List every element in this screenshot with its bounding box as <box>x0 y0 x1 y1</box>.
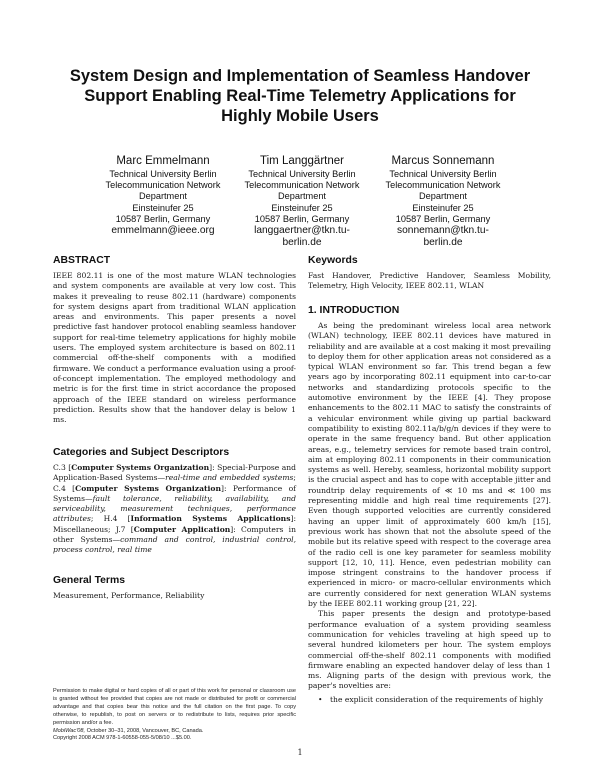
author-address: Einsteinufer 25 <box>271 202 333 213</box>
author-email[interactable]: emmelmann@ieee.org <box>111 225 215 237</box>
general-terms-heading: General Terms <box>53 575 125 586</box>
permission-text: Permission to make digital or hard copies of all or part of this work for personal or classroom use is granted without fee provided that copies are not made or distributed for profit or commercial advantage and that copies bear this notice and the full citation on the first page. To copy otherwise, to republish, to post on servers or to redistribute to lists, requires prior specific permission and/or a fee. <box>53 688 296 726</box>
novelty-text: the explicit consideration of the requirements of highly <box>330 694 544 704</box>
category-text: ]: Computers in other Systems— <box>53 524 297 545</box>
category-text: ]: Miscellaneous; J.7 [ <box>53 514 297 534</box>
paper-title <box>60 66 540 126</box>
keywords-section <box>308 254 551 292</box>
introduction-paragraph: As being the predominant wireless local area network (WLAN) technology, IEEE 802.11 devices have matured in reliability and are available at a cost making it most prevailing to deploy them for other application areas not considered as a typical WLAN environment so far. This trend began a few years ago by incorporating 802.11 equipment into car-to-car networks and standardizing protocols specific to the automotive environment by the IEEE [4]. They propose enhancements to the 802.11 MAC to satisfy the constraints of a vehicular environment while giving up partial backward compatibility to existing 802.11a/b/g/n devices if they were to operate in the same frequency band. But other application areas, e.g., telemetry services for remote based train control, aim at employing 802.11 components in their communication systems as well. Hereby, seamless, horizontal mobility support is the crucial aspect and has to cope with acceptable jitter and roundtrip delay requirements of ≪ 10 ms and ≪ 100 ms representing middle and high real time requirements [27]. Even though supported velocities are currently considered having an upper limit of approximately 600 km/h [15], previous work has shown that not the absolute speed of the mobile but its relative speed with respect to the coverage area of the radio cell is one key parameter for seamless mobility support [12, 10, 11]. Hence, even pedestrian mobility can impose stringent constrains to the handover process if experienced in micro- or macro-cellular environments which are currently considered for next generation WLAN systems by the IEEE 802.11 working group [21, 22]. <box>308 321 551 609</box>
author-affiliation: Telecommunication Network <box>385 180 501 191</box>
categories-text <box>53 463 296 556</box>
category-code: ; C.4 [ <box>53 473 296 493</box>
category-subject: fault tolerance, reliability, availability, and serviceability, measurement techniques, performance attributes <box>53 493 296 524</box>
category-text: ]: Performance of Systems— <box>53 483 296 503</box>
author-affiliation: Technical University Berlin <box>389 169 497 179</box>
author-affiliation: Telecommunication Network <box>105 180 221 191</box>
introduction-section <box>308 304 551 705</box>
category-name: Computer Systems Organization <box>75 483 222 493</box>
author-affiliation: Department <box>277 191 326 202</box>
category-code: C.3 [ <box>53 463 72 472</box>
title-line: Highly Mobile Users <box>221 107 379 125</box>
page-number: 1 <box>297 748 303 757</box>
category-name: Computer Systems Organization <box>71 463 210 472</box>
author-email[interactable]: berlin.de <box>282 237 322 249</box>
category-subject: real-time and embedded systems <box>165 473 294 483</box>
author-name: Marc Emmelmann <box>116 155 210 167</box>
author-address: 10587 Berlin, Germany <box>395 213 491 224</box>
conference-info <box>53 728 296 736</box>
author-email[interactable]: berlin.de <box>423 237 463 249</box>
author-block <box>227 154 377 249</box>
general-terms-text: Measurement, Performance, Reliability <box>53 591 205 600</box>
author-block <box>88 154 238 237</box>
author-affiliation: Technical University Berlin <box>109 169 217 179</box>
author-block <box>368 154 518 249</box>
author-address: Einsteinufer 25 <box>132 202 194 213</box>
abstract-text: IEEE 802.11 is one of the most mature WLAN technologies and system components are available at very low cost. This makes it prevealing to reuse 802.11 (hardware) components for system designs apart from traditional WLAN application areas and environments. This paper presents a novel predictive fast handover protocol enabling seamless handover support for real-time telemetry applications for highly mobile users. The employed system architecture is based on 802.11 commercial off-the-shelf components with a modified firmware. We conduct a performance evaluation using a proof-of-concept implementation. The employed methodology and metric is for the first time in strict accordance the proposed approach of the IEEE standard on wireless performance prediction. Results show that the handover delay is below 1 ms. <box>53 271 296 425</box>
novelty-list-item <box>308 695 551 705</box>
abstract-heading: ABSTRACT <box>53 255 111 266</box>
category-subject: command and control, industrial control, process control, real time <box>53 535 296 555</box>
general-terms-section <box>53 574 296 601</box>
author-name: Marcus Sonnemann <box>391 155 495 167</box>
conference-details: October 30–31, 2008, Vancouver, BC, Canada. <box>85 727 204 734</box>
category-code: ; H.4 [ <box>90 514 131 524</box>
author-affiliation: Department <box>138 191 187 202</box>
keywords-text: Fast Handover, Predictive Handover, Seamless Mobility, Telemetry, High Velocity, IEEE 802.11, WLAN <box>308 271 551 291</box>
author-email[interactable]: sonnemann@tkn.tu- <box>397 225 489 237</box>
introduction-heading: 1. INTRODUCTION <box>308 305 400 316</box>
author-address: 10587 Berlin, Germany <box>115 213 211 224</box>
conference-name: MobiWac'08, <box>53 727 86 734</box>
bullet-icon: • <box>318 694 323 704</box>
title-line: Support Enabling Real-Time Telemetry Applications for <box>84 87 516 105</box>
abstract-section <box>53 254 296 425</box>
category-text: ]: Special-Purpose and Application-Based Systems— <box>53 463 297 483</box>
categories-section <box>53 446 296 556</box>
category-name: Computer Application <box>133 524 231 534</box>
copyright-line: Copyright 2008 ACM 978-1-60558-055-5/08/10 ...$5.00. <box>53 735 192 742</box>
author-email[interactable]: langgaertner@tkn.tu- <box>254 225 350 237</box>
author-name: Tim Langgärtner <box>260 155 344 167</box>
keywords-heading: Keywords <box>308 255 358 266</box>
author-address: 10587 Berlin, Germany <box>254 213 350 224</box>
category-name: Information Systems Applications <box>130 514 291 524</box>
introduction-paragraph: This paper presents the design and prototype-based performance evaluation of a system providing seamless communication for vehicles traveling at high speed up to several hundred kilometers per hour. The system employs commercial off-the-shelf 802.11 components with modified firmware enabling an expected handover delay of less than 1 ms. Aligning parts of the design with previous work, the paper's novelties are: <box>308 609 551 691</box>
author-affiliation: Technical University Berlin <box>248 169 356 179</box>
categories-heading: Categories and Subject Descriptors <box>53 447 230 458</box>
author-affiliation: Department <box>418 191 467 202</box>
title-line: System Design and Implementation of Seamless Handover <box>69 67 531 85</box>
author-affiliation: Telecommunication Network <box>244 180 360 191</box>
permission-notice <box>53 688 296 743</box>
author-address: Einsteinufer 25 <box>412 202 474 213</box>
